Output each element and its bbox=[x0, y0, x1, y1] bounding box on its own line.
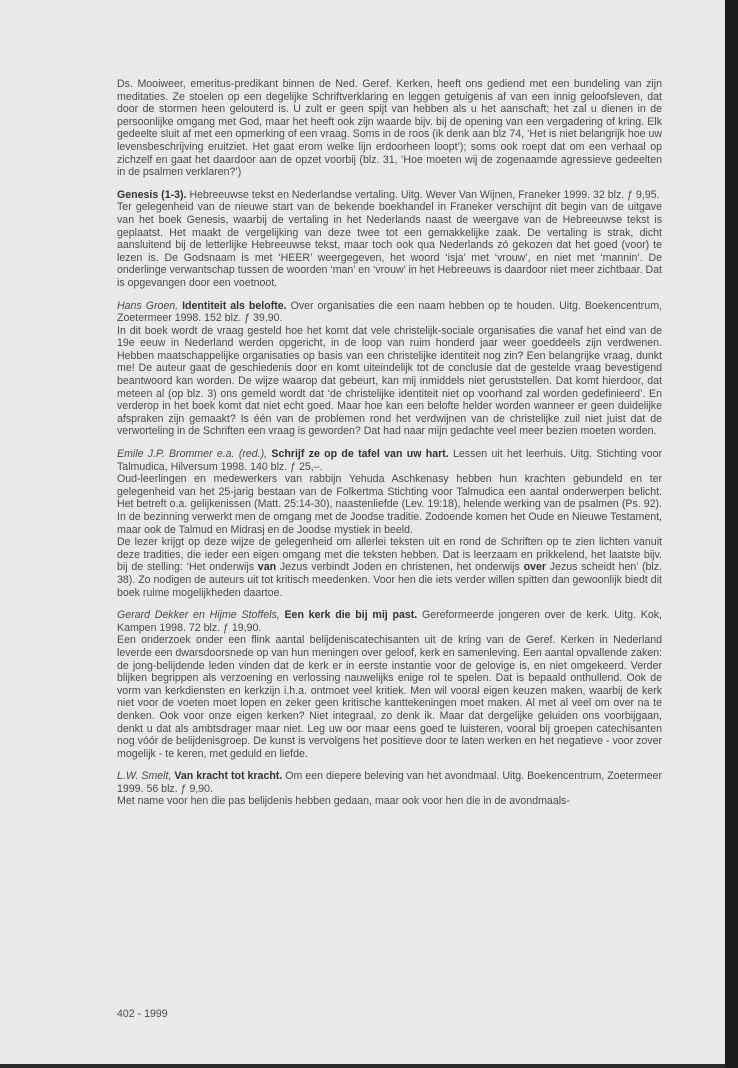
book-author: Gerard Dekker en Hijme Stoffels, bbox=[117, 609, 280, 622]
scan-border bbox=[725, 0, 738, 1068]
book-bibliography: Over organisaties die een naam hebben op te houden. Uitg. Boekencentrum, Zoetermeer 1998. 152 blz. ƒ 39,90. bbox=[117, 299, 662, 325]
review-body: Ter gelegenheid van de nieuwe start van de bekende boekhandel in Franeker verschijnt dit begin van de uitgave van het boek Genesis, waarbij de vertaling in het Nederlands naast de weergave van de Hebreeuwse tekst is geplaatst. Het maakt de vergelijking van deze twee tot een gemakkelijke zaak. De vertaling is strak, dicht aansluitend bij de letterlijke Hebreeuwse tekst, maar toch ook qua Nederlands zó gekozen dat het goed (voor) te lezen is. De Godsnaam is met ‘HEER’ weergegeven, het woord ‘isja’ met ‘vrouw’, en niet met ‘mannin’. De onderlinge verwantschap tussen de woorden ‘man’ en ‘vrouw’ in het Hebreeuws is daardoor niet meer zichtbaar. Dat is opgevangen door een voetnoot. bbox=[117, 201, 662, 289]
book-title: Een kerk die bij mij past. bbox=[284, 609, 418, 622]
book-bibliography: Hebreeuwse tekst en Nederlandse vertaling. Uitg. Wever Van Wijnen, Franeker 1999. 32 blz. ƒ 9,95. bbox=[189, 188, 660, 201]
review-entry-dekker bbox=[117, 609, 662, 760]
review-heading bbox=[117, 770, 662, 795]
book-author: Hans Groen, bbox=[117, 299, 179, 312]
book-bibliography: Lessen uit het leerhuis. Uitg. Stichting voor Talmudica, Hilversum 1998. 140 blz. ƒ 25,–. bbox=[117, 448, 662, 473]
body-text: Jezus scheidt hen’ (blz. 38). Zo nodigen de auteurs uit tot kritisch meedenken. Voor hen die iets verder willen spitten dan gewoonlijk biedt dit boek ruime mogelijkheden daartoe. bbox=[117, 561, 663, 599]
review-entry-smelt bbox=[117, 770, 662, 808]
book-title: Van kracht tot kracht. bbox=[174, 770, 283, 783]
review-body: Een onderzoek onder een flink aantal belijdeniscatechisanten uit de kring van de Geref. Kerken in Nederland leverde een dwarsdoorsnede op van hun meningen over geloof, kerk en samenleving. Een aantal opvallende zaken: de jong-belijdende leden vinden dat de kerk er in eerste instantie voor de gelovige is, en niet omgekeerd. Verder blijken begrippen als verzoening en verlossing nauwelijks enige rol te spelen. Dat is bepaald onthullend. Ook de vorm van kerkdiensten en kerkzijn i.h.a. ontmoet veel kritiek. Men wil vooral eigen keuzen maken, waarbij de kerk niet voor de voeten moet lopen en zeker geen kritische kanttekeningen moet maken. Al met al veel om over na te denken. Ook voor onze eigen kerken? Niet integraal, zo denk ik. Maar dat dergelijke geluiden ons voorbijgaan, denkt u dat als ambtsdrager maar niet. Leg uw oor maar eens goed te luisteren, vooral bij groepen catechisanten nog vóór de belijdenisgroep. De kunst is vervolgens het positieve door te laten werken en het negatieve - voor zover mogelijk - te keren, met geduld en liefde. bbox=[117, 634, 662, 760]
review-entry-mooiweer bbox=[117, 78, 662, 179]
review-body-continued bbox=[117, 536, 662, 599]
book-title: Identiteit als belofte. bbox=[182, 299, 287, 312]
body-text: Jezus verbindt Joden en christenen, het onderwijs bbox=[276, 561, 524, 574]
review-body: In dit boek wordt de vraag gesteld hoe het komt dat vele christelijk-sociale organisaties die vanaf het eind van de 19e eeuw in Nederland werden opgericht, in de loop van ruim honderd jaar weer goeddeels zijn verdwenen. Hebben maatschappelijke organisaties op basis van een christelijke identiteit nog zin? Een belangrijke vraag, dunkt me! De auteur gaat de geschiedenis door en komt uiteindelijk tot de conclusie dat de gestelde vraag bevestigend beantwoord kan worden. De wijze waarop dat gebeurt, kan mij inmiddels niet geruststellen. Dat komt hierdoor, dat meteen al (op blz. 3) ons gemeld wordt dat ‘de christelijke identiteit niet op voorhand zal worden gedefinieerd’. En verderop in het boek komt dat niet echt goed. Maar hoe kan een belofte helder worden wanneer er geen duidelijke afspraken zijn gemaakt? Is één van de problemen rond het verdwijnen van de christelijke zuil niet juist dat de verworteling in de Schriften een vraag is geworden? Dat had naar mijn gedachte veel meer bezien moeten worden. bbox=[117, 324, 662, 438]
review-entry-groen bbox=[117, 300, 662, 439]
review-body: Ds. Mooiweer, emeritus-predikant binnen de Ned. Geref. Kerken, heeft ons gediend met een bundeling van zijn meditaties. Ze stoelen op een degelijke Schriftverklaring en leggen getuigenis af van een innig geloofsleven, dat door de stormen heen gelouterd is. U zult er geen spijt van hebben als u het aanschaft; het zal u dienen in de persoonlijke omgang met God, maar het heeft ook zijn waarde bijv. bij de opening van een vergadering of kring. Elk gedeelte sluit af met een opmerking of een vraag. Soms in de roos (ik denk aan blz 74, ‘Het is niet belangrijk hoe uw levensbeschrijving eruitziet. Het gaat erom welke lijn erdoorheen loopt’); soms ook roept dat om een verhaal op zichzelf en gaat het daardoor aan de opzet voorbij (blz. 31, ‘Hoe moeten wij de zogenaamde agressieve gedeelten in de psalmen verklaren?’) bbox=[117, 78, 662, 179]
review-entry-genesis bbox=[117, 189, 662, 290]
review-heading bbox=[117, 300, 662, 325]
book-author: Emile J.P. Brommer e.a. (red.), bbox=[117, 448, 268, 461]
review-heading bbox=[117, 448, 662, 473]
emphasis-over: over bbox=[523, 561, 546, 574]
review-heading bbox=[117, 609, 662, 634]
page-content bbox=[117, 78, 662, 818]
review-heading bbox=[117, 189, 662, 202]
book-bibliography: Gereformeerde jongeren over de kerk. Uitg. Kok, Kampen 1998. 72 blz. ƒ 19,90. bbox=[117, 609, 662, 634]
book-title: Schrijf ze op de tafel van uw hart. bbox=[271, 448, 449, 461]
book-bibliography: Om een diepere beleving van het avondmaal. Uitg. Boekencentrum, Zoetermeer 1999. 56 blz. ƒ 9,90. bbox=[117, 770, 662, 795]
review-body: Met name voor hen die pas belijdenis hebben gedaan, maar ook voor hen die in de avondmaals- bbox=[117, 795, 570, 808]
book-author: L.W. Smelt, bbox=[117, 770, 172, 783]
book-title: Genesis (1-3). bbox=[117, 188, 187, 201]
review-entry-brommer bbox=[117, 448, 662, 599]
emphasis-van: van bbox=[257, 561, 277, 574]
review-body: Oud-leerlingen en medewerkers van rabbijn Yehuda Aschkenasy hebben hun krachten gebundeld en ter gelegenheid van het 25-jarig bestaan van de Folkertma Stichting voor Talmudica een aantal onderwerpen belicht. Het betreft o.a. gelijkenissen (Matt. 25:14-30), naastenliefde (Lev. 19:18), helende werking van de psalmen (Ps. 92). In de bezinning verwerkt men de omgang met de Joodse traditie. Zodoende komen het Oude en Nieuwe Testament, maar ook de Talmud en Midrasj en de Joodse mystiek in beeld. bbox=[117, 473, 662, 536]
body-text: De lezer krijgt op deze wijze de gelegenheid om allerlei teksten uit en rond de Schriften op te zien lichten vanuit deze tradities, die ieder een eigen omgang met die teksten hebben. Dat is leerzaam en prikkelend, het laatste bijv. bij de stelling: ‘Het onderwijs bbox=[117, 536, 662, 574]
page-number: 402 - 1999 bbox=[117, 1008, 168, 1020]
